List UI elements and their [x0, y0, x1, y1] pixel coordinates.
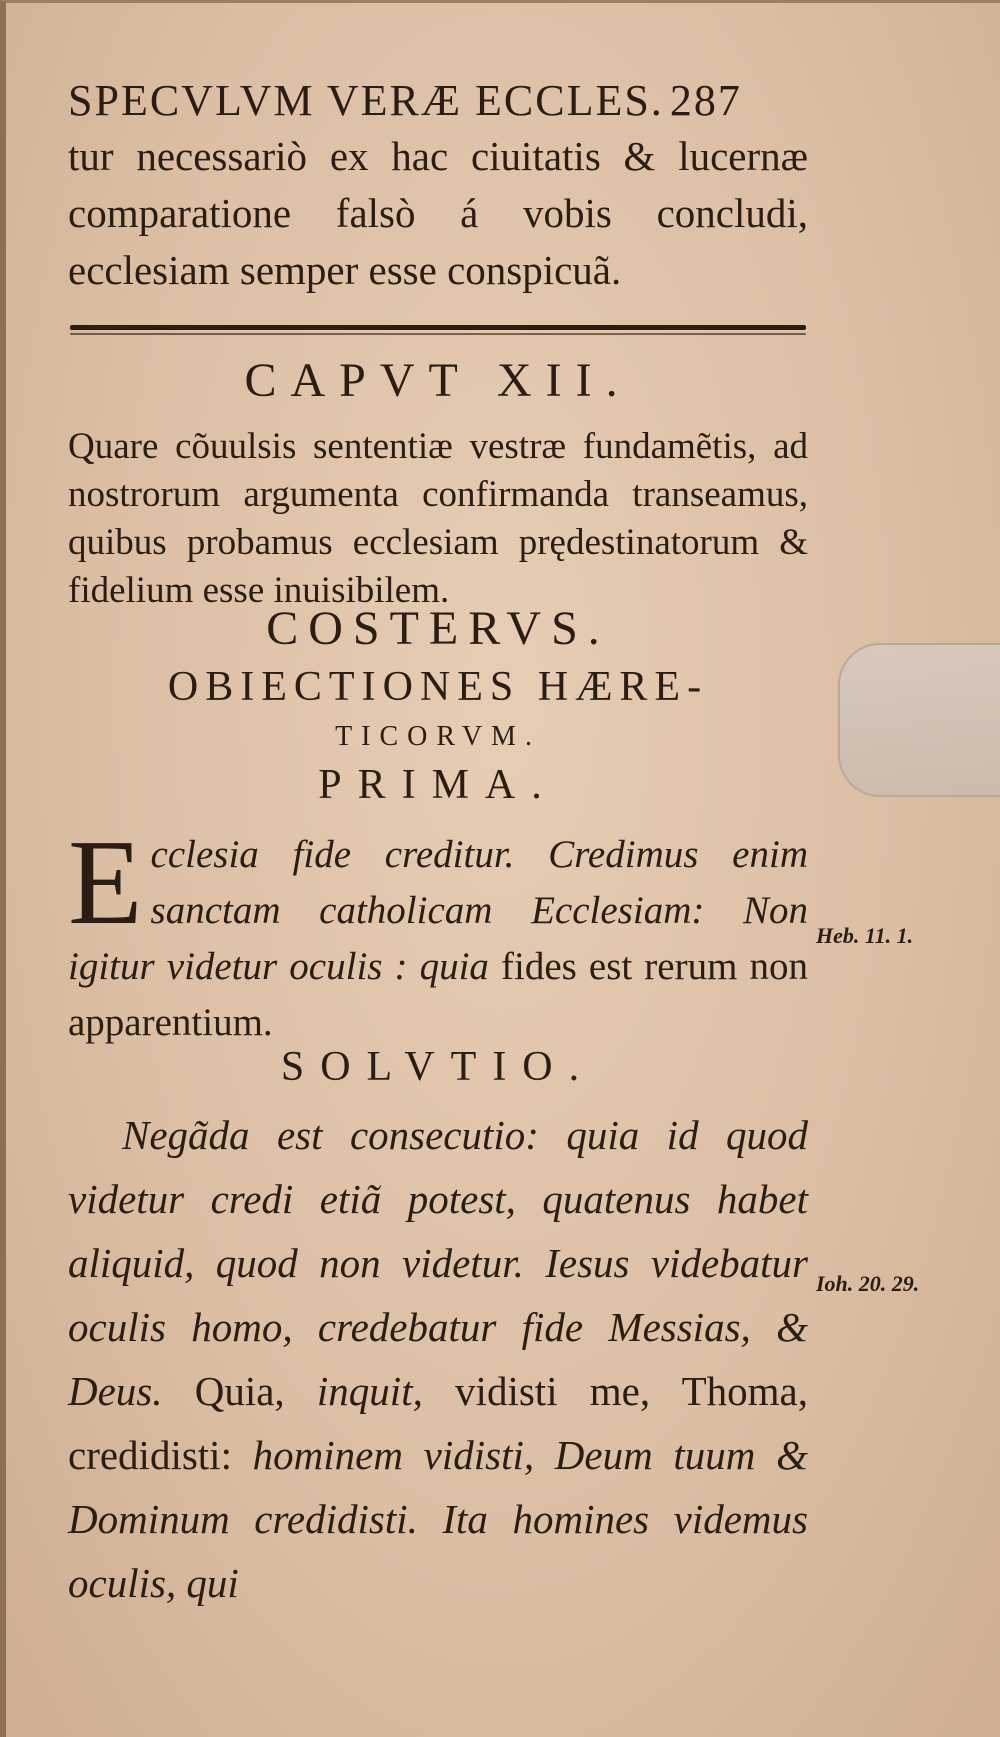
page-number: 287 [669, 76, 742, 125]
solution-italic-2: inquit, [316, 1368, 423, 1414]
objection-roman: fides est rerum non apparentium. [68, 945, 808, 1044]
solution-italic-3: hominem vidisti, Deum tuum & Dominum credidisti. Ita homines videmus oculis, qui [68, 1432, 808, 1606]
section-divider-thin [70, 333, 806, 335]
objection-text [68, 815, 808, 1051]
drop-cap: E [68, 815, 143, 950]
objection-italic: cclesia fide creditur. Credimus enim sanctam catholicam Ecclesiam: Non igitur videtur oculis : quia [68, 833, 808, 988]
solution-text [68, 1103, 808, 1615]
first-objection-heading: PRIMA. [318, 762, 558, 808]
solution-roman-1: Quia, [162, 1368, 317, 1414]
running-head [68, 75, 808, 126]
section-divider [70, 325, 806, 330]
running-head-title: SPECVLVM VERÆ ECCLES. [68, 76, 664, 125]
chapter-heading: CAPVT XII. [244, 354, 632, 407]
chapter-intro-text: Quare cõuulsis sententiæ vestræ fundamẽtis, ad nostrorum argumenta confirmanda transeamus, quibus probamus ecclesiam prędestinatorum & fidelium esse inuisibilem. [68, 426, 808, 611]
solution-roman-2: vidisti me, Thoma, credidisti: [68, 1368, 808, 1478]
solution-heading: SOLVTIO. [280, 1044, 596, 1090]
page-tab-marker [838, 643, 1000, 797]
paragraph-continuation: tur necessariò ex hac ciuitatis & lucernæ comparatione falsò á vobis concludi, ecclesiam semper esse conspicuã. [68, 133, 808, 293]
author-heading: COSTERVS. [266, 602, 610, 655]
solution-italic-1: Negãda est consecutio: quia id quod videtur credi etiã potest, quatenus habet aliquid, quod non videtur. Iesus videbatur oculis homo, credebatur fide Messias, & Deus. [68, 1112, 808, 1414]
objections-heading-continued: TICORVM. [335, 721, 541, 752]
objections-heading: OBIECTIONES HÆRE- [167, 664, 709, 710]
margin-note-hebrews: Heb. 11. 1. [816, 923, 914, 948]
margin-note-john: Ioh. 20. 29. [816, 1271, 920, 1296]
